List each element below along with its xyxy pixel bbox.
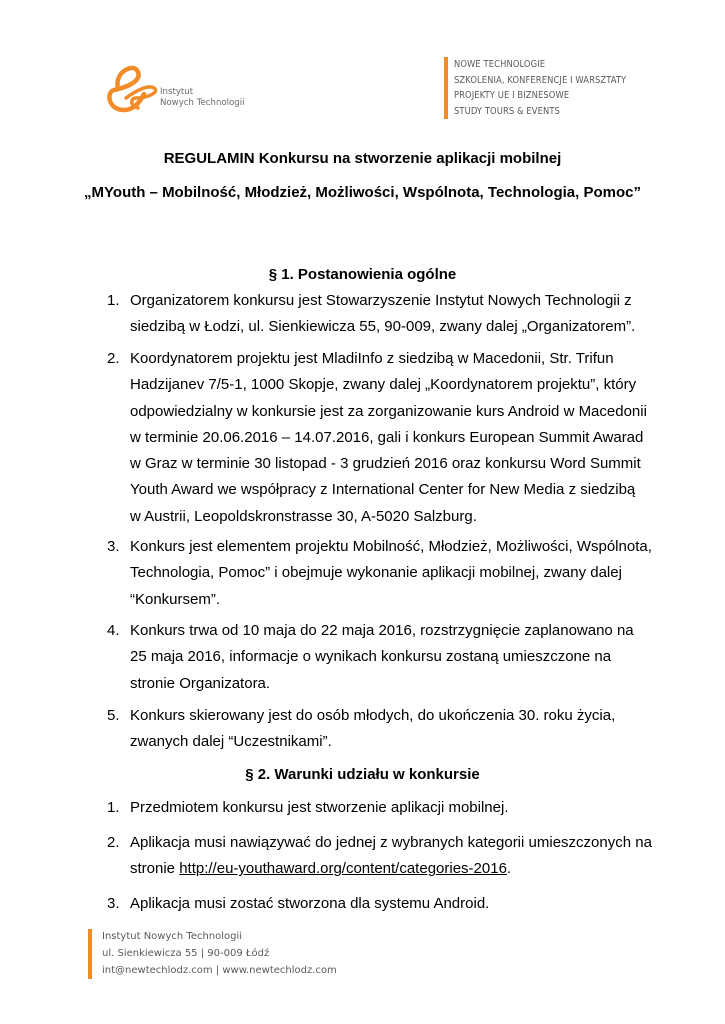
list-item-line: Przedmiotem konkursu jest stworzenie aplikacji mobilnej.	[130, 799, 509, 816]
list-item-line: Youth Award we współpracy z International Center for New Media z siedzibą	[130, 481, 636, 499]
tagline-line: NOWE TECHNOLOGIE	[454, 59, 546, 70]
section-1-heading: § 1. Postanowienia ogólne	[268, 266, 457, 283]
list-item	[107, 534, 652, 613]
list-item	[107, 891, 652, 917]
tagline-line: SZKOLENIA, KONFERENCJE I WARSZTATY	[454, 74, 627, 86]
list-item-line	[130, 856, 652, 882]
list-item	[107, 703, 652, 756]
list-item-number: 1.	[107, 799, 120, 816]
list-item-line: Konkurs trwa od 10 maja do 22 maja 2016, rozstrzygnięcie zaplanowano na	[130, 622, 634, 639]
header-tagline	[444, 57, 626, 119]
list-item-line: w terminie 20.06.2016 – 14.07.2016, gali i konkurs European Summit Awarad	[130, 428, 644, 446]
list-item	[107, 618, 652, 697]
logo-text-line2: Nowych Technologii	[160, 98, 245, 108]
list-item-line: w Graz w terminie 30 listopad - 3 grudzień 2016 oraz konkursu Word Summit	[130, 455, 641, 473]
list-item-line: Technologia, Pomoc” i obejmuje wykonanie aplikacji mobilnej, zwany dalej	[130, 564, 622, 582]
list-item-number: 3.	[107, 895, 120, 912]
list-item-line: w Austrii, Leopoldskronstrasse 30, A-5020 Salzburg.	[130, 507, 477, 525]
list-item-line: zwanych dalej “Uczestnikami”.	[130, 733, 332, 751]
document-title: REGULAMIN Konkursu na stworzenie aplikacji mobilnej	[163, 150, 562, 167]
company-logo	[104, 58, 254, 120]
section-2-heading: § 2. Warunki udziału w konkursie	[245, 766, 480, 783]
logo-text	[160, 87, 245, 109]
list-item	[107, 288, 652, 341]
list-item-line: odpowiedzialny w konkursie jest za zorganizowanie kurs Android w Macedonii	[130, 402, 647, 420]
list-item-number: 3.	[107, 538, 120, 555]
list-item-line: Konkurs skierowany jest do osób młodych, do ukończenia 30. roku życia,	[130, 707, 616, 724]
list-item	[107, 795, 652, 821]
list-item	[107, 346, 652, 530]
list-item-line: Organizatorem konkursu jest Stowarzyszenie Instytut Nowych Technologii z	[130, 292, 632, 309]
list-item-number: 2.	[107, 350, 120, 367]
list-item-number: 1.	[107, 292, 120, 309]
list-item-number: 2.	[107, 834, 120, 851]
footer-company-name: Instytut Nowych Technologii	[102, 931, 243, 942]
page-footer	[88, 929, 337, 979]
logo-text-line1: Instytut	[160, 87, 194, 97]
list-item-line: Aplikacja musi nawiązywać do jednej z wybranych kategorii umieszczonych na	[130, 834, 652, 851]
logo-e-mark-icon	[104, 58, 160, 120]
list-item-line: Konkurs jest elementem projektu Mobilność, Młodzież, Możliwości, Wspólnota,	[130, 538, 652, 555]
list-item-line: Aplikacja musi zostać stworzona dla systemu Android.	[130, 895, 490, 912]
list-item-number: 5.	[107, 707, 120, 724]
document-subtitle: „MYouth – Mobilność, Młodzież, Możliwości, Wspólnota, Technologia, Pomoc”	[84, 184, 641, 201]
tagline-line: STUDY TOURS & EVENTS	[454, 105, 560, 117]
list-item-line: Koordynatorem projektu jest MladiInfo z siedzibą w Macedonii, Str. Trifun	[130, 350, 614, 367]
list-item-number: 4.	[107, 622, 120, 639]
categories-link[interactable]: http://eu-youthaward.org/content/categories-2016	[179, 860, 507, 878]
list-item-line: “Konkursem”.	[130, 590, 221, 608]
tagline-line: PROJEKTY UE I BIZNESOWE	[454, 90, 570, 102]
list-item-line: stronie Organizatora.	[130, 674, 271, 692]
list-item-line: siedzibą w Łodzi, ul. Sienkiewicza 55, 90-009, zwany dalej „Organizatorem”.	[130, 318, 636, 336]
footer-address: ul. Sienkiewicza 55 | 90-009 Łódź	[102, 947, 270, 959]
list-item-line: Hadzijanev 7/5-1, 1000 Skopje, zwany dalej „Koordynatorem projektu”, który	[130, 376, 637, 394]
list-item-line: 25 maja 2016, informacje o wynikach konkursu zostaną umieszczone na	[130, 648, 612, 666]
link-suffix-text: .	[506, 860, 512, 878]
link-prefix-text: stronie	[130, 860, 180, 878]
footer-contact: int@newtechlodz.com | www.newtechlodz.com	[102, 964, 337, 976]
list-item	[107, 830, 652, 883]
